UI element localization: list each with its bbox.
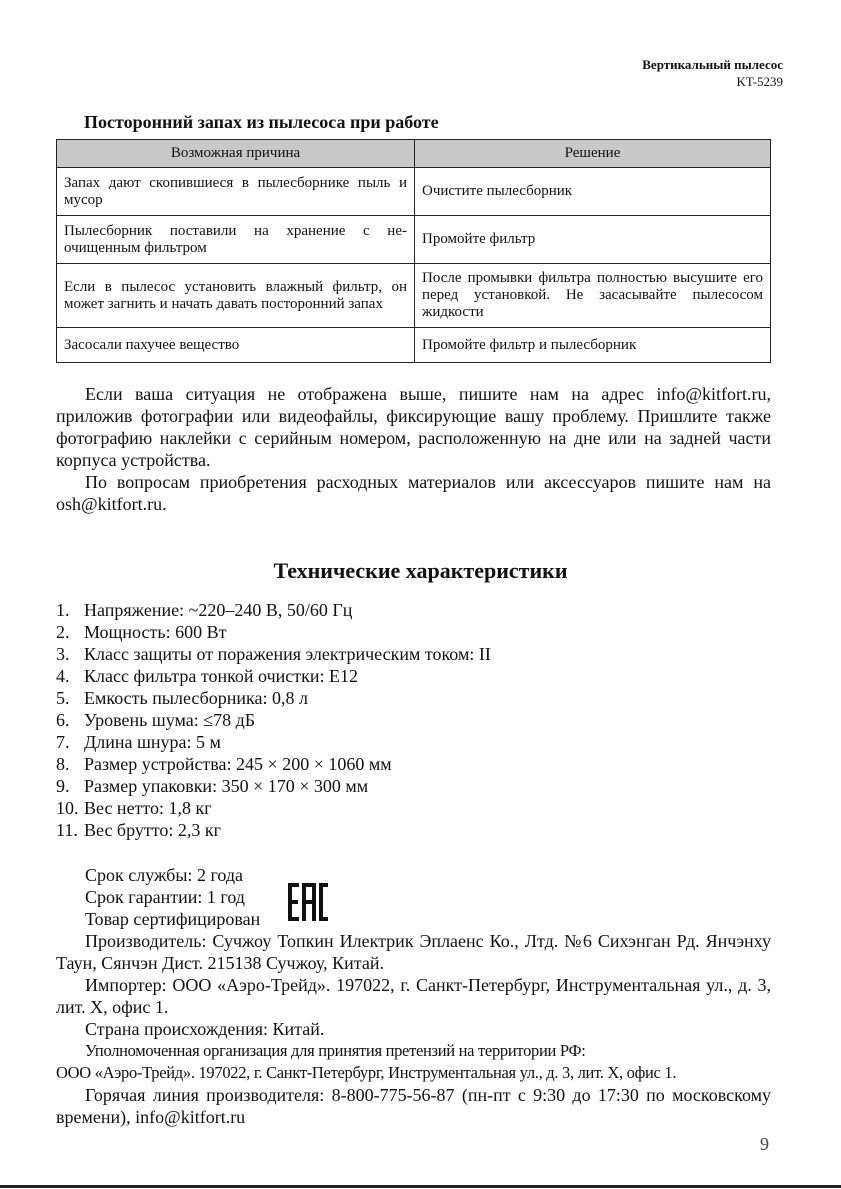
spec-number: 1. <box>56 600 70 620</box>
bottom-rule <box>0 1185 841 1188</box>
spec-item <box>56 643 771 665</box>
cause-cell: Пылесборник поставили на хранение с неочищенным фильтром <box>57 216 415 264</box>
spec-number: 8. <box>56 754 70 774</box>
solution-cell: Промойте фильтр и пылесборник <box>415 328 771 363</box>
manufacturer: Производитель: Сучжоу Топкин Илектрик Эплаенс Ко., Лтд. №6 Сихэнган Рд. Янчэнху Таун, Сянчэн Дист. 215138 Сучжоу, Китай. <box>56 931 771 973</box>
spec-item <box>56 665 771 687</box>
table-row <box>57 168 771 216</box>
solution-cell: Очистите пылесборник <box>415 168 771 216</box>
warranty: Срок гарантии: 1 год <box>85 887 245 907</box>
table-row <box>57 264 771 328</box>
supplies-paragraph: По вопросам приобретения расходных материалов или аксессуаров пишите нам на osh@kitfort.ru. <box>56 472 771 514</box>
spec-text: Размер устройства: 245 × 200 × 1060 мм <box>84 754 392 774</box>
specs-list <box>56 599 771 841</box>
contact-paragraphs <box>56 383 771 515</box>
spec-number: 9. <box>56 776 70 796</box>
spec-text: Вес нетто: 1,8 кг <box>84 798 212 818</box>
cause-cell: Если в пылесос установить влажный фильтр, он может загнить и начать давать посторонний запах <box>57 264 415 328</box>
column-header-solution: Решение <box>415 140 771 168</box>
spec-item <box>56 731 771 753</box>
spec-text: Напряжение: ~220–240 В, 50/60 Гц <box>84 600 353 620</box>
spec-item <box>56 819 771 841</box>
importer: Импортер: ООО «Аэро-Трейд». 197022, г. Санкт-Петербург, Инструментальная ул., д. 3, лит. Х, офис 1. <box>56 975 771 1017</box>
authorized-org-title: Уполномоченная организация для принятия претензий на территории РФ: <box>85 1041 586 1060</box>
spec-text: Класс защиты от поражения электрическим током: II <box>84 644 491 664</box>
cause-cell: Запах дают скопившиеся в пылесборнике пыль и мусор <box>57 168 415 216</box>
page-number: 9 <box>760 1134 769 1154</box>
spec-text: Мощность: 600 Вт <box>84 622 227 642</box>
solution-cell: После промывки фильтра полностью высушите его перед установкой. Не засасывайте пылесосом жидкости <box>415 264 771 328</box>
spec-number: 4. <box>56 666 70 686</box>
specs-title: Технические характеристики <box>273 558 568 583</box>
spec-text: Размер упаковки: 350 × 170 × 300 мм <box>84 776 369 796</box>
spec-text: Длина шнура: 5 м <box>84 732 221 752</box>
spec-text: Вес брутто: 2,3 кг <box>84 820 221 840</box>
spec-number: 5. <box>56 688 70 708</box>
header-model: KT-5239 <box>736 74 783 89</box>
certified-text: Товар сертифицирован <box>85 909 261 929</box>
cause-cell: Засосали пахучее вещество <box>57 328 415 363</box>
spec-item <box>56 599 771 621</box>
product-info <box>56 864 771 1128</box>
spec-number: 7. <box>56 732 70 752</box>
odor-section-title: Посторонний запах из пылесоса при работе <box>84 112 439 132</box>
spec-text: Емкость пылесборника: 0,8 л <box>84 688 308 708</box>
authorized-org-address: ООО «Аэро-Трейд». 197022, г. Санкт-Петербург, Инструментальная ул., д. 3, лит. Х, офис 1. <box>56 1063 677 1082</box>
spec-number: 6. <box>56 710 70 730</box>
spec-item <box>56 775 771 797</box>
spec-number: 10. <box>56 798 79 818</box>
hotline: Горячая линия производителя: 8-800-775-56-87 (пн-пт с 9:30 до 17:30 по московскому времени), info@kitfort.ru <box>56 1085 771 1127</box>
contact-paragraph: Если ваша ситуация не отображена выше, пишите нам на адрес info@kitfort.ru, приложив фотографии или видеофайлы, фиксирующие вашу проблему. Пришлите также фотографию наклейки с серийным номером, расположенную на дне или на задней части корпуса устройства. <box>56 384 771 470</box>
spec-item <box>56 797 771 819</box>
spec-number: 3. <box>56 644 70 664</box>
spec-item <box>56 753 771 775</box>
spec-item <box>56 687 771 709</box>
service-life: Срок службы: 2 года <box>85 865 244 885</box>
spec-item <box>56 621 771 643</box>
spec-number: 2. <box>56 622 70 642</box>
column-header-cause: Возможная причина <box>57 140 415 168</box>
troubleshooting-table <box>56 139 771 363</box>
table-header-row <box>57 140 771 168</box>
table-row <box>57 216 771 264</box>
eac-mark-icon <box>288 883 328 921</box>
table-row <box>57 328 771 363</box>
solution-cell: Промойте фильтр <box>415 216 771 264</box>
spec-text: Уровень шума: ≤78 дБ <box>84 710 256 730</box>
spec-item <box>56 709 771 731</box>
spec-text: Класс фильтра тонкой очистки: Е12 <box>84 666 359 686</box>
header-product-title: Вертикальный пылесос <box>642 57 783 72</box>
page-header <box>642 56 783 90</box>
origin-country: Страна происхождения: Китай. <box>85 1019 325 1039</box>
spec-number: 11. <box>56 820 78 840</box>
